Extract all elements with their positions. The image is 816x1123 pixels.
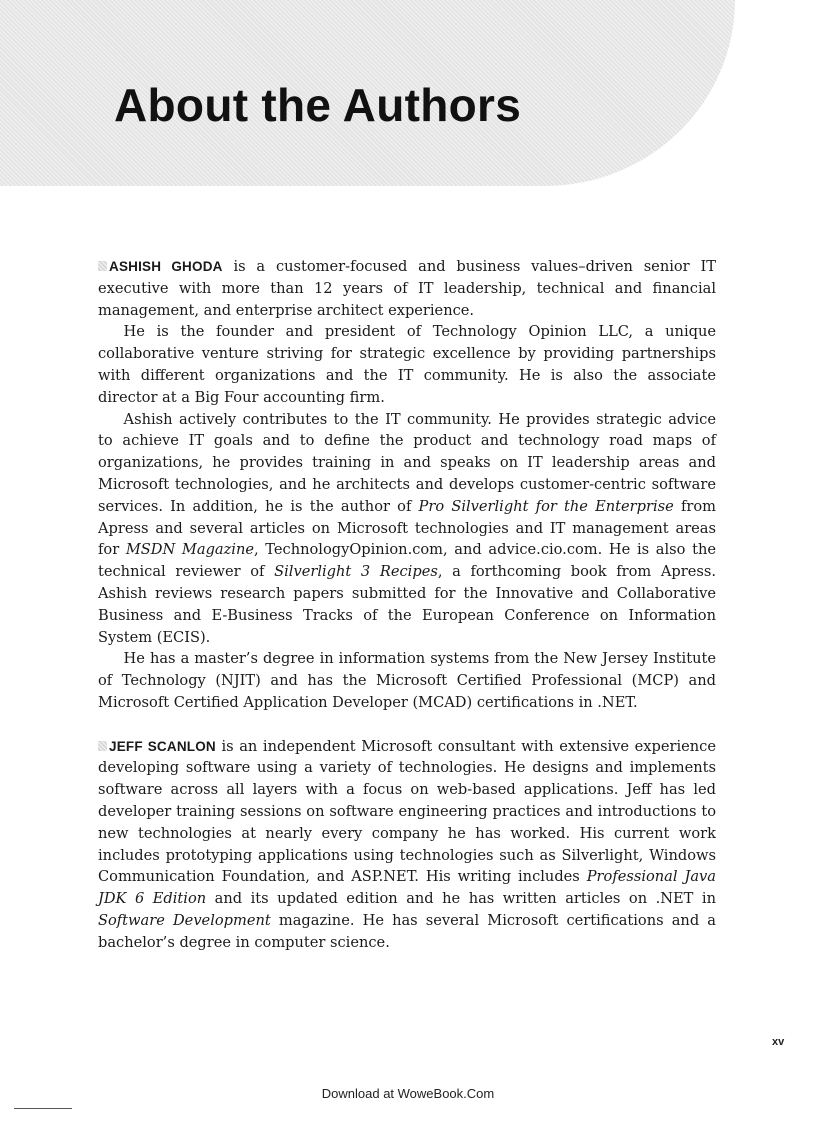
bio-text: He is the founder and president of Technology Opinion LLC, a unique collaborative venture striving for strategic excellence by providing partnerships with different organizations and the IT community. He is also the associate director at a Big Four accounting firm. <box>98 323 716 406</box>
bio-text: is a customer-focused and business values–driven senior IT executive with more than 12 years of IT leadership, technical and financial management, and enterprise architect experience. <box>98 258 716 319</box>
bio-text: Ashish actively contributes to the IT community. He provides strategic advice to achieve IT goals and to define the product and technology road maps of organizations, he provides training in and speaks on IT leadership areas and Microsoft technologies, and he architects and develops customer-centric software services. In addition, he is the author of <box>98 410 716 515</box>
bio-paragraph <box>98 409 716 649</box>
bio-paragraph <box>98 256 716 321</box>
italic-title: Pro Silverlight for the Enterprise <box>418 497 674 515</box>
bio-text: magazine. He has several Microsoft certifications and a bachelor’s degree in computer science. <box>98 911 716 951</box>
author-bullet-icon <box>98 741 107 751</box>
bio-paragraph <box>98 736 716 954</box>
bio-text: is an independent Microsoft consultant with extensive experience developing software using a variety of technologies. He designs and implements software across all layers with a focus on web-based applications. Jeff has led developer training sessions on software engineering practices and introductions to new technologies at nearly every company he has worked. His current work includes prototyping applications using technologies such as Silverlight, Windows Communication Foundation, and ASP.NET. His writing includes <box>98 737 716 886</box>
page-number: xv <box>772 1036 785 1048</box>
footer-download-text: Download at WoweBook.Com <box>321 1086 495 1101</box>
author-name: JEFF SCANLON <box>109 738 216 754</box>
bio-paragraph <box>98 648 716 713</box>
italic-title: MSDN Magazine <box>125 541 254 559</box>
author-name: ASHISH GHODA <box>109 259 223 274</box>
bio-text: from Apress and several articles on Microsoft technologies and IT management areas for <box>98 497 716 559</box>
footer-rule <box>14 1108 72 1109</box>
page-title: About the Authors <box>114 79 522 131</box>
bio-paragraph <box>98 321 716 408</box>
authors-section <box>98 256 716 975</box>
author-bullet-icon <box>98 261 107 271</box>
italic-title: Silverlight 3 Recipes <box>274 563 438 581</box>
author-bio <box>98 736 716 954</box>
bio-text: and its updated edition and he has written articles on .NET in <box>206 890 716 908</box>
bio-text: , TechnologyOpinion.com, and advice.cio.com. He is also the technical reviewer of <box>98 541 716 581</box>
author-bio <box>98 256 716 714</box>
italic-title: Software Development <box>98 911 271 929</box>
chapter-header-band <box>0 0 735 186</box>
bio-text: He has a master’s degree in information systems from the New Jersey Institute of Technology (NJIT) and has the Microsoft Certified Professional (MCP) and Microsoft Certified Application Developer (MCAD) certifications in .NET. <box>98 650 716 711</box>
italic-title: Professional Java JDK 6 Edition <box>98 868 716 908</box>
bio-text: , a forthcoming book from Apress. Ashish reviews research papers submitted for the Innovative and Collaborative Business and E-Business Tracks of the European Conference on Information System (ECIS). <box>98 563 716 646</box>
